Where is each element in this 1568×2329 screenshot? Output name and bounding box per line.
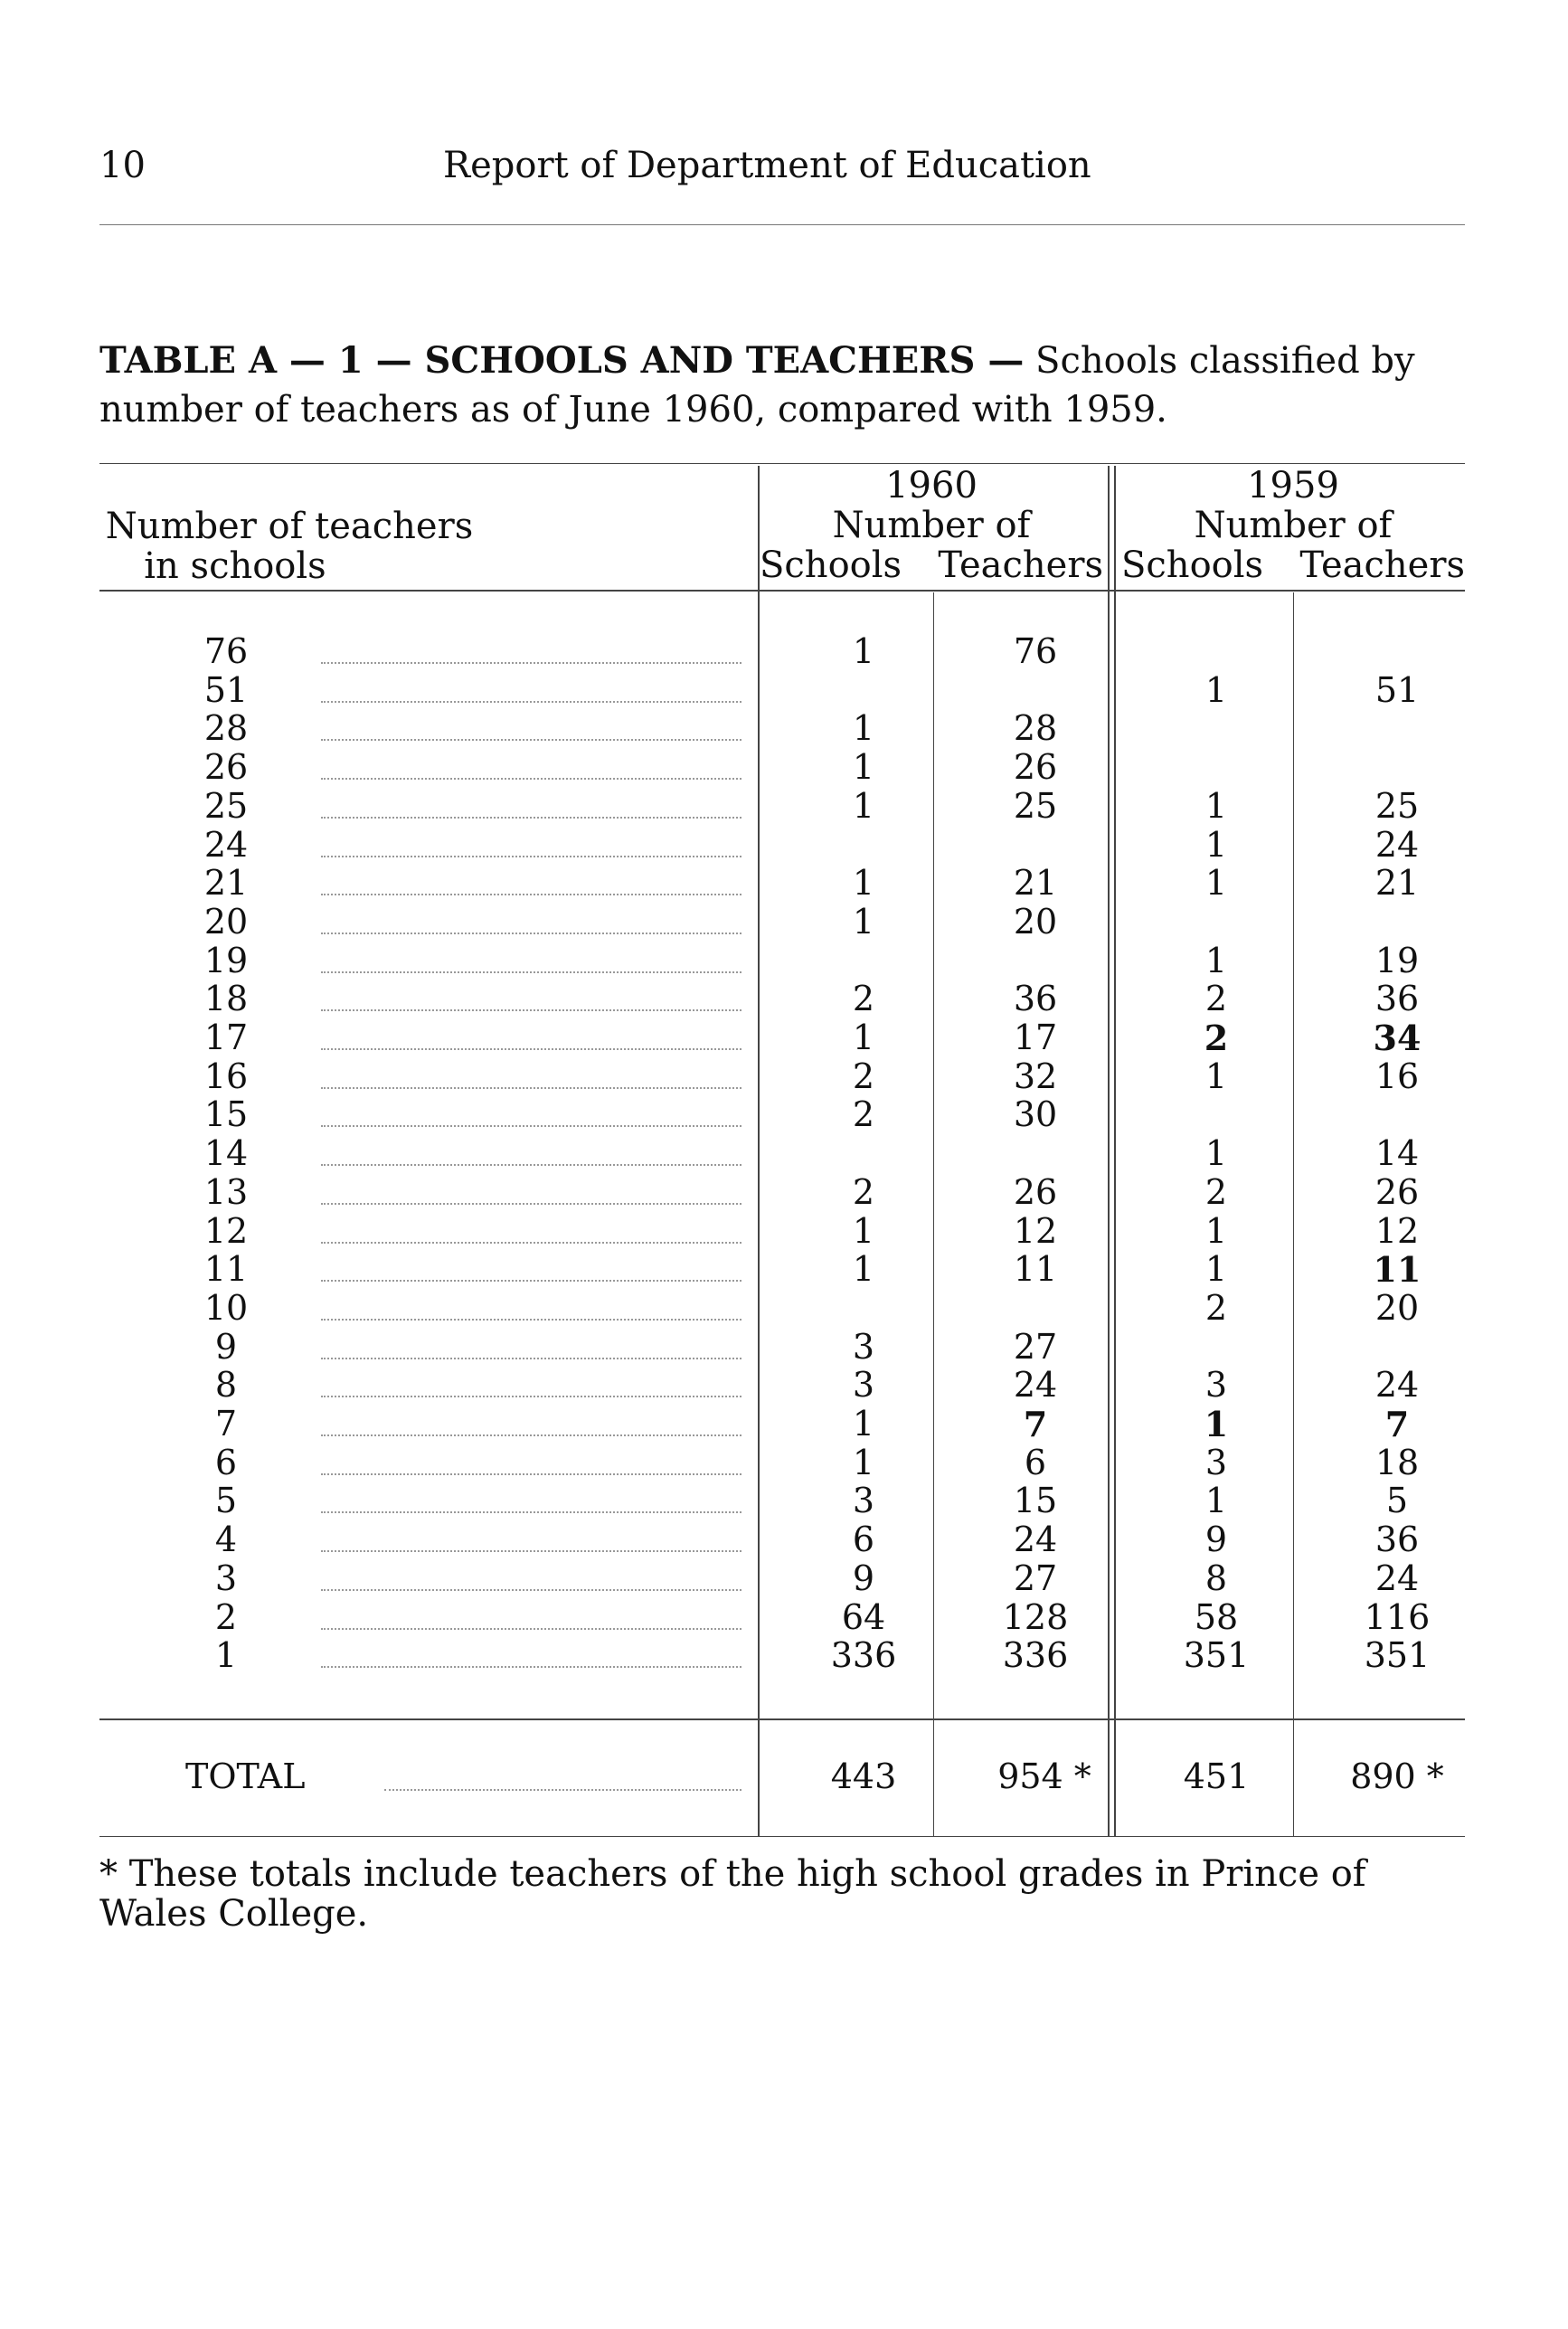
row-teacher-count: 24	[203, 825, 249, 865]
cell-teachers-1960: 11	[1013, 1249, 1058, 1289]
cell-schools-1959: 1	[1204, 670, 1228, 710]
table-caption-title: TABLE A — 1 — SCHOOLS AND TEACHERS —	[99, 339, 1025, 382]
dot-leader	[321, 1164, 741, 1166]
column-divider-label	[758, 466, 760, 1836]
row-teacher-count: 9	[214, 1327, 238, 1367]
row-teacher-count: 12	[203, 1211, 249, 1251]
cell-schools-1959: 2	[1204, 979, 1228, 1018]
cell-schools-1959: 2	[1204, 1018, 1229, 1058]
number-of-1960: Number of	[832, 505, 1031, 546]
header-1959	[1121, 466, 1465, 585]
row-teacher-count: 51	[203, 670, 249, 710]
table-caption-text: Schools classified by number of teachers as of June 1960, compared with 1959.	[99, 340, 1415, 431]
dot-leader	[321, 1203, 741, 1205]
table-top-rule	[99, 463, 1465, 464]
cell-schools-1959: 3	[1204, 1365, 1228, 1405]
dot-leader	[321, 1319, 741, 1321]
row-teacher-count: 76	[203, 631, 249, 671]
cell-schools-1959: 1	[1204, 825, 1228, 865]
total-bottom-rule	[99, 1836, 1465, 1837]
row-teacher-count: 5	[214, 1481, 238, 1520]
dot-leader	[321, 1009, 741, 1011]
row-teacher-count: 15	[203, 1094, 249, 1134]
cell-schools-1959: 1	[1204, 863, 1228, 903]
total-top-rule	[99, 1718, 1465, 1720]
total-teachers-1959: 890 *	[1350, 1756, 1444, 1796]
dot-leader	[321, 1473, 741, 1475]
cell-schools-1959: 1	[1204, 786, 1228, 826]
cell-schools-1959: 1	[1204, 1404, 1229, 1444]
cell-schools-1959: 3	[1204, 1443, 1228, 1482]
row-teacher-count: 3	[214, 1558, 238, 1598]
cell-teachers-1959: 18	[1374, 1443, 1420, 1482]
cell-teachers-1960: 27	[1013, 1558, 1058, 1598]
row-teacher-count: 20	[203, 902, 249, 942]
col-schools-1959: Schools	[1121, 544, 1264, 586]
cell-schools-1959: 58	[1194, 1597, 1239, 1637]
cell-schools-1960: 3	[852, 1327, 875, 1367]
row-teacher-count: 8	[214, 1365, 238, 1405]
dot-leader	[321, 1087, 741, 1089]
cell-schools-1960: 1	[852, 786, 875, 826]
row-teacher-count: 21	[203, 863, 249, 903]
cell-teachers-1960: 26	[1013, 1172, 1058, 1212]
row-header	[99, 507, 479, 586]
cell-schools-1960: 2	[852, 1094, 875, 1134]
dot-leader	[321, 1280, 741, 1282]
cell-teachers-1960: 336	[1002, 1635, 1069, 1675]
cell-teachers-1960: 6	[1024, 1443, 1047, 1482]
row-teacher-count: 2	[214, 1597, 238, 1637]
total-schools-1960: 443	[830, 1756, 897, 1796]
cell-schools-1959: 1	[1204, 941, 1228, 980]
cell-teachers-1959: 34	[1373, 1018, 1422, 1058]
row-header-line2: in schools	[144, 545, 326, 587]
cell-schools-1960: 1	[852, 1249, 875, 1289]
cell-teachers-1960: 25	[1013, 786, 1058, 826]
cell-teachers-1960: 128	[1002, 1597, 1069, 1637]
cell-teachers-1960: 12	[1013, 1211, 1058, 1251]
footnote: * These totals include teachers of the high school grades in Prince of Wales College.	[99, 1853, 1366, 1935]
table-caption	[99, 336, 1456, 434]
row-teacher-count: 26	[203, 747, 249, 787]
cell-schools-1959: 1	[1204, 1481, 1228, 1520]
row-teacher-count: 28	[203, 708, 249, 748]
cell-teachers-1959: 51	[1374, 670, 1420, 710]
cell-schools-1959: 1	[1204, 1249, 1228, 1289]
total-schools-1959: 451	[1183, 1756, 1250, 1796]
dot-leader	[321, 1511, 741, 1513]
total-teachers-1960: 954 *	[997, 1756, 1091, 1796]
cell-schools-1959: 2	[1204, 1172, 1228, 1212]
cell-teachers-1960: 24	[1013, 1520, 1058, 1559]
header-1960	[760, 466, 1103, 585]
cell-schools-1960: 1	[852, 1018, 875, 1057]
cell-schools-1959: 1	[1204, 1056, 1228, 1096]
dot-leader	[321, 739, 741, 741]
page-number: 10	[99, 145, 146, 186]
cell-teachers-1959: 11	[1373, 1249, 1422, 1290]
cell-teachers-1960: 36	[1013, 979, 1058, 1018]
cell-schools-1960: 1	[852, 902, 875, 942]
header-rule	[99, 224, 1465, 225]
cell-schools-1960: 1	[852, 1211, 875, 1251]
dot-leader	[321, 1666, 741, 1668]
cell-teachers-1959: 7	[1384, 1404, 1410, 1444]
col-schools-1960: Schools	[760, 544, 902, 586]
cell-schools-1960: 1	[852, 1443, 875, 1482]
cell-schools-1960: 64	[841, 1597, 886, 1637]
cell-schools-1960: 3	[852, 1481, 875, 1520]
cell-schools-1960: 9	[852, 1558, 875, 1598]
row-teacher-count: 14	[203, 1133, 249, 1173]
row-teacher-count: 25	[203, 786, 249, 826]
dot-leader	[321, 701, 741, 703]
cell-schools-1960: 1	[852, 631, 875, 671]
cell-schools-1960: 6	[852, 1520, 875, 1559]
cell-schools-1960: 3	[852, 1365, 875, 1405]
cell-schools-1959: 1	[1204, 1133, 1228, 1173]
dot-leader	[321, 1396, 741, 1397]
cell-schools-1959: 1	[1204, 1211, 1228, 1251]
number-of-1959: Number of	[1194, 505, 1393, 546]
row-teacher-count: 6	[214, 1443, 238, 1482]
cell-teachers-1960: 28	[1013, 708, 1058, 748]
row-teacher-count: 10	[203, 1288, 249, 1328]
cell-teachers-1959: 24	[1374, 1558, 1420, 1598]
cell-teachers-1959: 16	[1374, 1056, 1420, 1096]
cell-schools-1960: 2	[852, 1172, 875, 1212]
cell-teachers-1960: 17	[1013, 1018, 1058, 1057]
dot-leader	[321, 1434, 741, 1436]
cell-teachers-1960: 32	[1013, 1056, 1058, 1096]
cell-teachers-1960: 26	[1013, 747, 1058, 787]
running-title: Report of Department of Education	[443, 145, 1091, 186]
year-1960: 1960	[885, 465, 978, 507]
cell-teachers-1959: 36	[1374, 1520, 1420, 1559]
cell-teachers-1959: 14	[1374, 1133, 1420, 1173]
row-teacher-count: 18	[203, 979, 249, 1018]
row-teacher-count: 19	[203, 941, 249, 980]
cell-teachers-1959: 12	[1374, 1211, 1420, 1251]
header-bottom-rule	[99, 590, 1465, 592]
cell-schools-1960: 1	[852, 863, 875, 903]
column-divider-1959	[1293, 592, 1294, 1836]
row-teacher-count: 11	[203, 1249, 249, 1289]
year-1959: 1959	[1247, 465, 1339, 507]
dot-leader	[321, 1125, 741, 1127]
dot-leader	[321, 933, 741, 934]
column-divider-1960	[933, 592, 934, 1836]
row-teacher-count: 13	[203, 1172, 249, 1212]
row-header-line1: Number of teachers	[105, 506, 474, 547]
cell-teachers-1959: 19	[1374, 941, 1420, 980]
dot-leader	[321, 817, 741, 819]
row-teacher-count: 1	[214, 1635, 238, 1675]
cell-teachers-1959: 21	[1374, 863, 1420, 903]
dot-leader	[321, 1589, 741, 1591]
cell-teachers-1959: 116	[1364, 1597, 1431, 1637]
column-divider-year-a	[1108, 466, 1110, 1836]
cell-schools-1959: 9	[1204, 1520, 1228, 1559]
cell-schools-1960: 2	[852, 979, 875, 1018]
dot-leader	[321, 1242, 741, 1244]
dot-leader	[321, 778, 741, 780]
dot-leader	[321, 1048, 741, 1050]
cell-teachers-1959: 351	[1364, 1635, 1431, 1675]
cell-teachers-1959: 25	[1374, 786, 1420, 826]
cell-schools-1959: 8	[1204, 1558, 1228, 1598]
cell-teachers-1959: 24	[1374, 825, 1420, 865]
dot-leader	[321, 971, 741, 973]
cell-teachers-1959: 24	[1374, 1365, 1420, 1405]
dot-leader	[321, 894, 741, 895]
total-leader	[384, 1789, 741, 1791]
column-divider-year-b	[1114, 466, 1116, 1836]
row-teacher-count: 7	[214, 1404, 238, 1444]
dot-leader	[321, 1628, 741, 1630]
dot-leader	[321, 662, 741, 664]
cell-teachers-1959: 26	[1374, 1172, 1420, 1212]
dot-leader	[321, 856, 741, 857]
cell-teachers-1960: 27	[1013, 1327, 1058, 1367]
cell-schools-1960: 1	[852, 708, 875, 748]
cell-teachers-1959: 20	[1374, 1288, 1420, 1328]
row-teacher-count: 17	[203, 1018, 249, 1057]
col-teachers-1959: Teachers	[1299, 544, 1465, 586]
cell-schools-1959: 351	[1183, 1635, 1250, 1675]
cell-teachers-1959: 5	[1385, 1481, 1409, 1520]
total-label: TOTAL	[185, 1756, 306, 1796]
cell-teachers-1960: 76	[1013, 631, 1058, 671]
dot-leader	[321, 1358, 741, 1359]
cell-teachers-1960: 24	[1013, 1365, 1058, 1405]
cell-teachers-1960: 30	[1013, 1094, 1058, 1134]
dot-leader	[321, 1550, 741, 1552]
cell-teachers-1959: 36	[1374, 979, 1420, 1018]
row-teacher-count: 16	[203, 1056, 249, 1096]
cell-teachers-1960: 15	[1013, 1481, 1058, 1520]
cell-schools-1960: 336	[830, 1635, 897, 1675]
row-teacher-count: 4	[214, 1520, 238, 1559]
cell-teachers-1960: 20	[1013, 902, 1058, 942]
cell-schools-1959: 2	[1204, 1288, 1228, 1328]
cell-schools-1960: 2	[852, 1056, 875, 1096]
cell-schools-1960: 1	[852, 1404, 875, 1444]
cell-teachers-1960: 21	[1013, 863, 1058, 903]
cell-schools-1960: 1	[852, 747, 875, 787]
col-teachers-1960: Teachers	[938, 544, 1103, 586]
cell-teachers-1960: 7	[1023, 1404, 1048, 1444]
